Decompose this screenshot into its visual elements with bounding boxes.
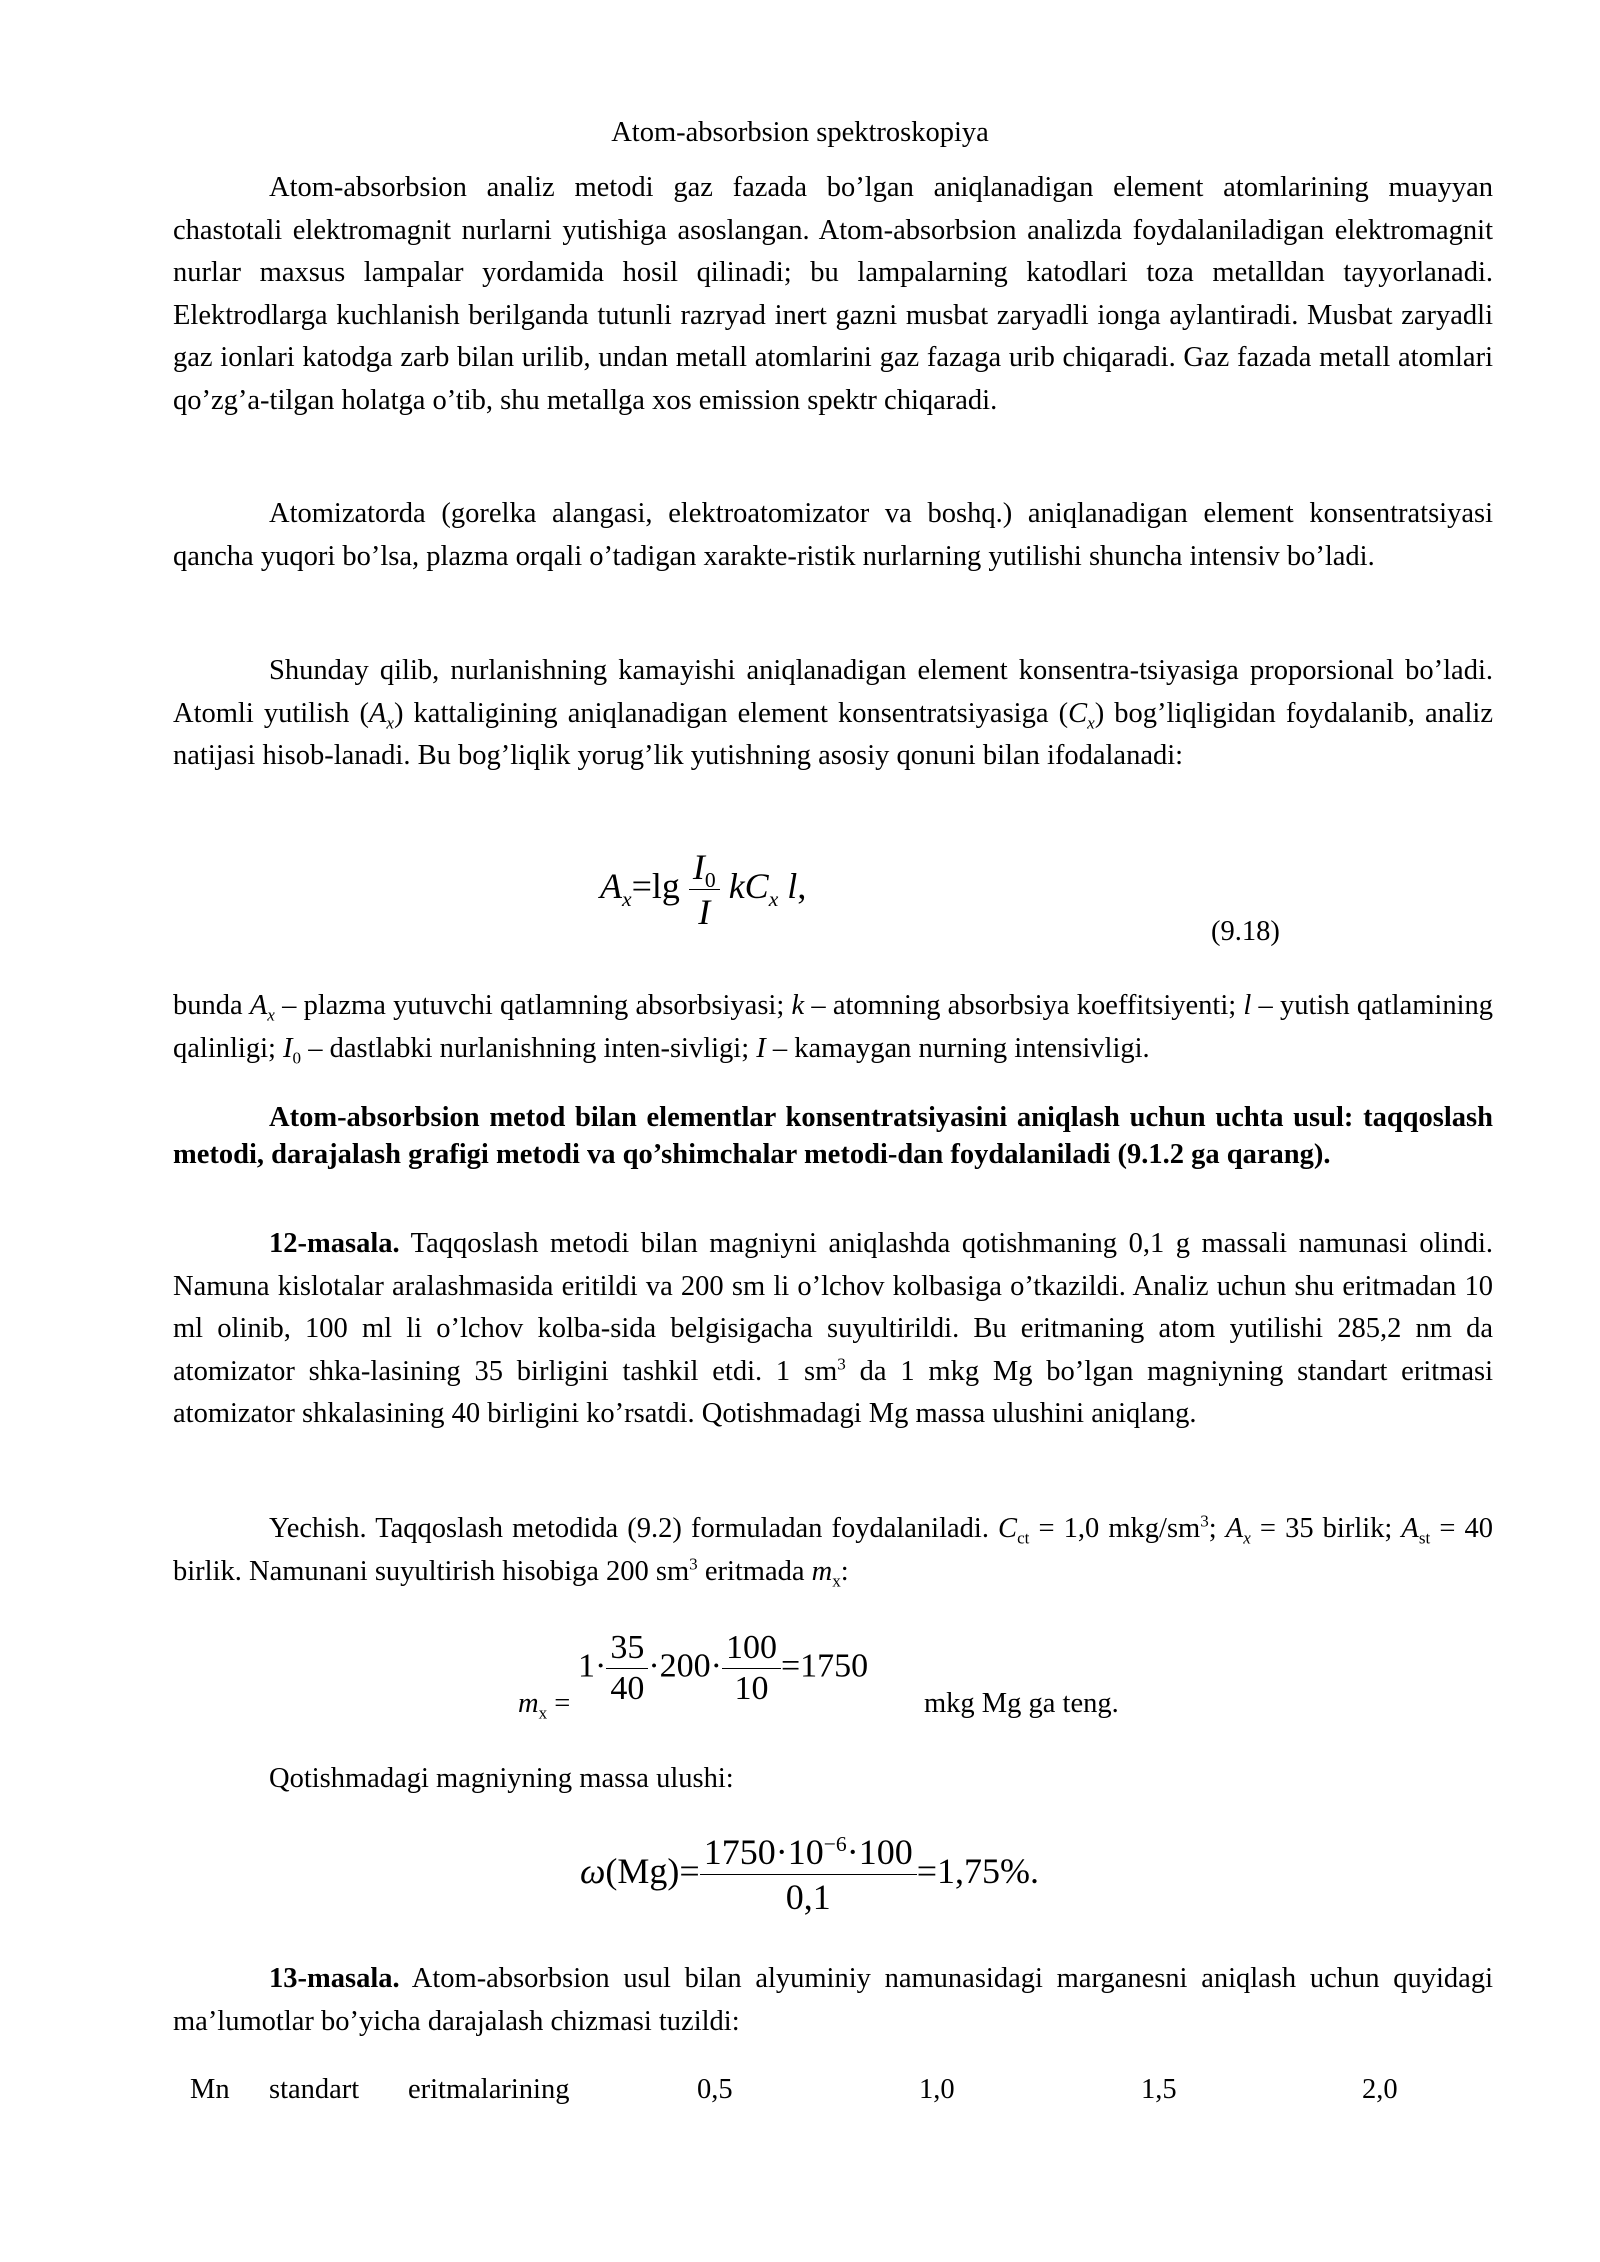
table-cell: 0,5 [697,2074,733,2105]
table-cell: eritmalarining [408,2074,570,2105]
formula-number: (9.18) [1211,916,1280,947]
paragraph-intro: Atom-absorbsion analiz metodi gaz fazada bo’lgan aniqlanadigan element atomlarining muayyan chastotali elektromagnit nurlarni yutishiga asoslangan. Atom-absorbsion analizda foydalaniladigan elektromagnit nurlar maxsus lampalar yordamida hosil qilinadi; bu lampalarning katodlari toza metalldan tayyorlanadi. Elektrodlarga kuchlanish berilganda tutunli razryad inert gazni musbat zaryadli ionga aylantiradi. Musbat zaryadli gaz ionlari katodga zarb bilan urilib, undan metall atomlarini gaz fazaga urib chiqaradi. Gaz fazada metall atomlari qo’zg’a-tilgan holatga o’tib, shu metallga xos emission spektr chiqaradi. [173,172,1493,416]
paragraph-absorption-law: Shunday qilib, nurlanishning kamayishi aniqlanadigan element konsentra-tsiyasiga proporsional bo’ladi. Atomli yutilish $(A_x)$ kattaligining aniqlanadigan element konsentratsiyasiga $(C_x)$ bog’liqligidan foydalanib, analiz natijasi hisob-lanadi. Bu bog’liqlik yorug’lik yutishning asosiy qonuni bilan ifodalanadi: [173,655,1493,771]
paragraph-legend: bunda $A_x$ – plazma yutuvchi qatlamning absorbsiyasi; k – atomning absorbsiya koeffitsiyenti; l – yutish qatlamining qalinligi; $I_0$ – dastlabki nurlanishning inten-sivligi; I – kamaygan nurning intensivligi. [173,990,1494,1068]
paragraph-atomizer: Atomizatorda (gorelka alangasi, elektroatomizator va boshq.) aniqlanadigan element konsentratsiyasi qancha yuqori bo’lsa, plazma orqali o’tadigan xarakte-ristik nurlarning yutilishi shuncha intensiv bo’ladi. [173,498,1493,572]
table-cell: standart [269,2074,360,2105]
formula-absorption: $A_x=\lg$ $\frac{I_0}{I}$ $kC_x$ l, [600,847,807,932]
table-cell: 2,0 [1362,2074,1398,2105]
paragraph-problem-12: 12-masala. Taqqoslash metodi bilan magniyni aniqlashda qotishmaning 0,1 g massali namunasi olindi. Namuna kislotalar aralashmasida eritildi va 200 sm li o’lchov kolbasiga o’tkazildi. Analiz uchun shu eritmadan 10 ml olinib, 100 ml li o’lchov kolba-sida belgisigacha suyultirildi. Bu eritmaning atom yutilishi 285,2 nm da atomizator shka-lasining 35 birligini tashkil etdi. 1 $sm^3$ da 1 mkg Mg bo’lgan magniyning standart eritmasi atomizator shkalasining 40 birligini ko’rsatdi. Qotishmadagi Mg massa ulushini aniqlang. [173,1228,1493,1429]
formula-mass-fraction: ω(Mg)= $\frac{1750\cdot 10^{-6}\cdot 100}{0,1}$ =1,75%. [580,1832,1039,1917]
table-cell: 1,5 [1141,2074,1177,2105]
paragraph-mass-fraction: Qotishmadagi magniyning massa ulushi: [269,1763,734,1794]
formula-mass-calculation: 1· $\frac{35}{40}$ ·200· $\frac{100}{10}$ =1750 [578,1629,869,1707]
page-title: Atom-absorbsion spektroskopiya [611,117,989,148]
paragraph-problem-13: 13-masala. Atom-absorbsion usul bilan alyuminiy namunasidagi marganesni aniqlash uchun quyidagi ma’lumotlar bo’yicha darajalash chizmasi tuzildi: [173,1963,1493,2037]
paragraph-solution: Yechish. Taqqoslash metodida (9.2) formuladan foydalaniladi. $C_{ct} = 1,0$ mkg/$sm^3$; $A_x = 35$ birlik; $A_{st} = 40$ birlik. Namunani suyultirish hisobiga 200 $sm^3$ eritmada $m_x$: [173,1511,1494,1591]
table-cell: Mn [190,2074,230,2105]
formula-mx-label: $m_x$ = [518,1688,571,1723]
table-row [190,2069,230,2111]
formula-mass-tail: mkg Mg ga teng. [924,1688,1119,1719]
table-cell: 1,0 [919,2074,955,2105]
paragraph-methods: Atom-absorbsion metod bilan elementlar konsentratsiyasini aniqlash uchun uchta usul: taqqoslash metodi, darajalash grafigi metodi va qo’shimchalar metodi-dan foydalaniladi (9.1.2 ga qarang). [173,1102,1493,1170]
